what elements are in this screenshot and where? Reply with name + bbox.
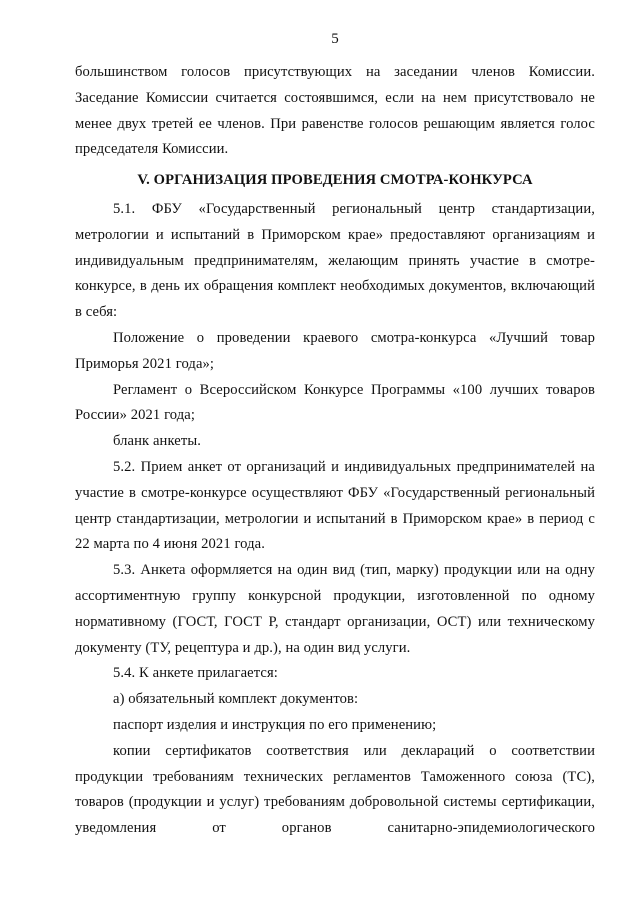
- document-page: [75, 0, 595, 905]
- list-item-regulation-provision: Положение о проведении краевого смотра-конкурса «Лучший товар Приморья 2021 года»;: [75, 329, 595, 372]
- page-number: 5: [331, 31, 339, 47]
- document-body: [75, 60, 595, 842]
- paragraph-5-4: 5.4. К анкете прилагается:: [113, 665, 278, 682]
- paragraph-continuation: большинством голосов присутствующих на заседании членов Комиссии. Заседание Комиссии считается состоявшимся, если на нем присутствовало не менее двух третей ее членов. При равенстве голосов решающим является голос председателя Комиссии.: [75, 64, 595, 158]
- list-item-regulation-rules: Регламент о Всероссийском Конкурсе Программы «100 лучших товаров России» 2021 года;: [75, 381, 595, 424]
- paragraph-5-2: 5.2. Прием анкет от организаций и индивидуальных предпринимателей на участие в смотре-конкурсе осуществляют ФБУ «Государственный региональный центр стандартизации, метрологии и испытаний в Приморском крае» в период с 22 марта по 4 июня 2021 года.: [75, 458, 595, 553]
- list-item-questionnaire-form: бланк анкеты.: [113, 433, 201, 450]
- paragraph-5-3: 5.3. Анкета оформляется на один вид (тип, марку) продукции или на одну ассортиментную группу конкурсной продукции, изготовленной по одному нормативному (ГОСТ, ГОСТ Р, стандарт организации, ОСТ) или техническому документу (ТУ, рецептура и др.), на один вид услуги.: [75, 562, 595, 656]
- paragraph-5-1: 5.1. ФБУ «Государственный региональный центр стандартизации, метрологии и испытаний в Приморском крае» предоставляют организациям и индивидуальным предпринимателям, желающим принять участие в смотре-конкурсе, в день их обращения комплект необходимых документов, включающий в себя:: [75, 200, 595, 321]
- list-item-certificates: копии сертификатов соответствия или деклараций о соответствии продукции требованиям технических регламентов Таможенного союза (ТС), товаров (продукции и услуг) требованиям добровольной системы сертификации, уведомления от органов санитарно-эпидемиологического: [75, 742, 595, 837]
- list-item-mandatory-documents: а) обязательный комплект документов:: [113, 691, 359, 708]
- list-item-product-passport: паспорт изделия и инструкция по его применению;: [113, 716, 437, 733]
- section-heading: V. ОРГАНИЗАЦИЯ ПРОВЕДЕНИЯ СМОТРА-КОНКУРСА: [137, 172, 533, 189]
